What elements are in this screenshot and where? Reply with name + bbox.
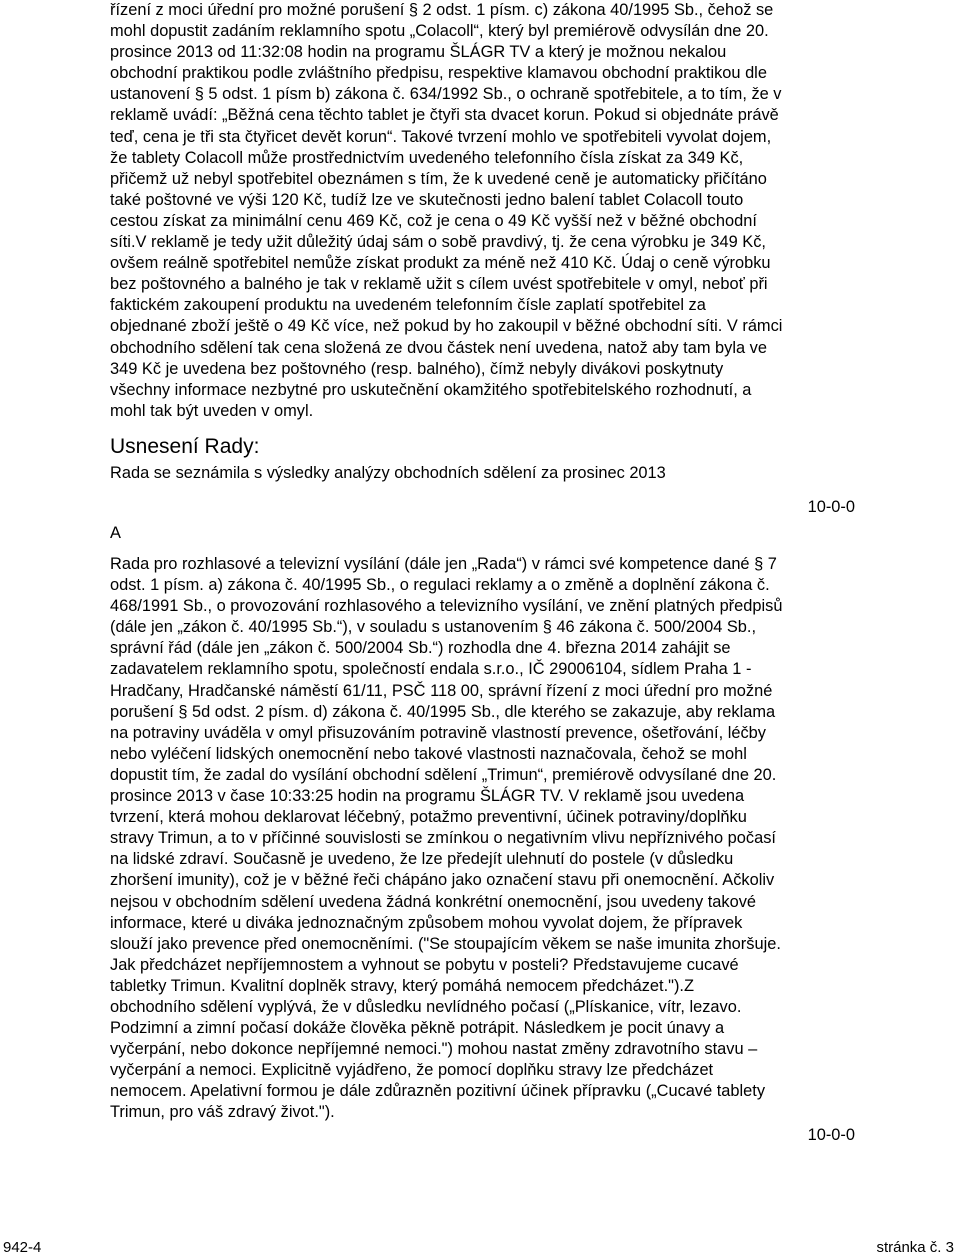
text-line: zadavatelem reklamního spotu, společností endala s.r.o., IČ 29006104, sídlem Praha 1 - [110, 660, 752, 679]
text-line: faktickém zakoupení produktu na uvedeném telefonním čísle zaplatí spotřebitel za [110, 296, 706, 315]
text-line: Hradčany, Hradčanské náměstí 61/11, PSČ 118 00, správní řízení z moci úřední pro možné [110, 681, 773, 700]
text-line: Jak předcházet nepříjemnostem a vyhnout se pobytu v posteli? Představujeme cucavé [110, 955, 739, 974]
text-line: síti.V reklamě je tedy užit důležitý údaj sám o sobě pravdivý, tj. že cena výrobku je 349 Kč, [110, 233, 766, 252]
text-line: tabletky Trimun. Kvalitní doplněk stravy, který pomáhá nemocem předcházet.").Z [110, 976, 694, 995]
text-line: 468/1991 Sb., o provozování rozhlasového a televizního vysílání, ve znění platných předpisů [110, 597, 783, 616]
text-line: objednané zboží ještě o 49 Kč více, než pokud by ho zakoupil v běžné obchodní síti. V rámci [110, 317, 783, 336]
text-line: vyčerpání a nemoci. Explicitně vyjádřeno, že pomocí doplňku stravy lze předcházet [110, 1061, 714, 1080]
text-line: také poštovné ve výši 120 Kč, tudíž lze ve skutečnosti jedno balení tablet Colacoll touto [110, 190, 744, 209]
text-line: Trimun, pro váš zdravý život."). [110, 1103, 335, 1122]
text-line: správní řád (dále jen „zákon č. 500/2004 Sb.“) rozhodla dne 4. března 2014 zahájit se [110, 639, 731, 658]
decision-paragraph [110, 554, 852, 1124]
intro-paragraph [110, 0, 852, 422]
text-line: dopustit tím, že zadal do vysílání obchodní sdělení „Trimun“, premiérově odvysílané dne 20. [110, 765, 777, 784]
text-line: řízení z moci úřední pro možné porušení § 2 odst. 1 písm. c) zákona 40/1995 Sb., čehož se [110, 1, 774, 19]
text-line: na potraviny uváděla v omyl přisuzováním potravině vlastností prevence, ošetřování, léčby [110, 723, 766, 742]
text-line: odst. 1 písm. a) zákona č. 40/1995 Sb., o regulaci reklamy a o změně a doplnění zákona č. [110, 576, 770, 595]
text-line: že tablety Colacoll může prostřednictvím uvedeného telefonního čísla získat za 349 Kč, [110, 148, 744, 167]
text-line: na lidské zdraví. Současně je uvedeno, že lze předejít ulehnutí do postele (v důsledku [110, 850, 734, 869]
text-line: zhoršení imunity), což je v běžné řeči chápáno jako označení stavu při onemocnění. Ačkoliv [110, 871, 775, 890]
text-line: obchodní praktikou podle zvláštního předpisu, respektive klamavou obchodní praktikou dle [110, 64, 767, 83]
text-line: vyčerpání, nebo dokonce nepříjemné nemoci.") mohou nastat změny zdravotního stavu – [110, 1040, 758, 1059]
text-line: ustanovení § 5 odst. 1 písm b) zákona č. 634/1992 Sb., o ochraně spotřebitele, a to tím, že v [110, 85, 782, 104]
text-line: prosince 2013 od 11:32:08 hodin na programu ŠLÁGR TV a který je možnou nekalou [110, 43, 727, 62]
text-line: porušení § 5d odst. 2 písm. d) zákona č. 40/1995 Sb., dle kterého se zakazuje, aby reklama [110, 702, 776, 721]
summary-text: Rada se seznámila s výsledky analýzy obchodních sdělení za prosinec 2013 [110, 464, 666, 482]
text-line: bez poštovného a balného je tak v reklamě užit s cílem uvést spotřebitele v omyl, neboť při [110, 275, 768, 294]
text-line: prosince 2013 v čase 10:33:25 hodin na programu ŠLÁGR TV. V reklamě jsou uvedena [110, 787, 745, 806]
text-line: 349 Kč je uvedena bez poštovného (resp. balného), čímž nebyly divákovi poskytnuty [110, 359, 724, 378]
text-line: nejsou v obchodním sdělení uvedena žádná konkrétní onemocnění, jsou uvedeny takové [110, 892, 757, 911]
text-line: mohl dopustit zadáním reklamního spotu „Colacoll“, který byl premiérově odvysílán dne 20. [110, 22, 769, 41]
text-line: nebo vyléčení lidských onemocnění nebo takové vlastnosti naznačovala, čehož se mohl [110, 744, 747, 763]
text-line: slouží jako prevence před onemocněními. ("Se stoupajícím věkem se naše imunita zhoršuje. [110, 934, 781, 953]
text-line: Podzimní a zimní počasí dokáže člověka pěkně potrápit. Následkem je pocit únavy a [110, 1019, 725, 1038]
text-line: obchodního sdělení vyplývá, že v důsledku nevlídného počasí („Plískanice, vítr, lezavo. [110, 997, 742, 1016]
footer-page-number: stránka č. 3 [876, 1239, 954, 1256]
vote-result: 10-0-0 [807, 498, 855, 516]
text-line: přičemž už nebyl spotřebitel obeznámen s tím, že k uvedené ceně je automaticky přičítáno [110, 169, 767, 188]
text-line: informace, které u diváka jednoznačným způsobem mohou vyvolat dojem, že přípravek [110, 913, 743, 932]
text-line: nemocem. Apelativní formou je dále zdůrazněn pozitivní účinek přípravku („Cucavé tablety [110, 1082, 766, 1101]
footer-document-number: 942-4 [3, 1239, 42, 1256]
text-line: cestou získat za minimální cenu 469 Kč, což je cena o 49 Kč vyšší než v běžné obchodní [110, 211, 757, 230]
section-heading: Usnesení Rady: [110, 435, 260, 458]
vote-result: 10-0-0 [807, 1126, 855, 1144]
text-line: teď, cena je tři sta čtyřicet devět korun“. Takové tvrzení mohlo ve spotřebiteli vyvolat dojem, [110, 127, 772, 146]
text-line: Rada pro rozhlasové a televizní vysílání (dále jen „Rada“) v rámci své kompetence dané § 7 [110, 555, 777, 573]
section-letter: A [110, 524, 121, 542]
text-line: všechny informace nezbytné pro uskutečnění okamžitého spotřebitelského rozhodnutí, a [110, 380, 752, 399]
text-line: stravy Trimun, a to v příčinné souvislosti se zmínkou o negativním vlivu nepříznivého počasí [110, 829, 776, 848]
text-line: (dále jen „zákon č. 40/1995 Sb.“), v souladu s ustanovením § 46 zákona č. 500/2004 Sb., [110, 618, 757, 637]
text-line: obchodního sdělení tak cena složená ze dvou částek není uvedena, natož aby tam byla ve [110, 338, 767, 357]
text-line: tvrzení, která mohou deklarovat léčebný, potažmo preventivní, účinek potraviny/doplňku [110, 808, 747, 827]
text-line: mohl tak být uveden v omyl. [110, 401, 314, 420]
text-line: ovšem reálně spotřebitel nemůže získat produkt za méně než 410 Kč. Údaj o ceně výrobku [110, 254, 771, 273]
text-line: reklamě uvádí: „Běžná cena těchto tablet je čtyři sta dvacet korun. Pokud si objednáte právě [110, 106, 779, 125]
